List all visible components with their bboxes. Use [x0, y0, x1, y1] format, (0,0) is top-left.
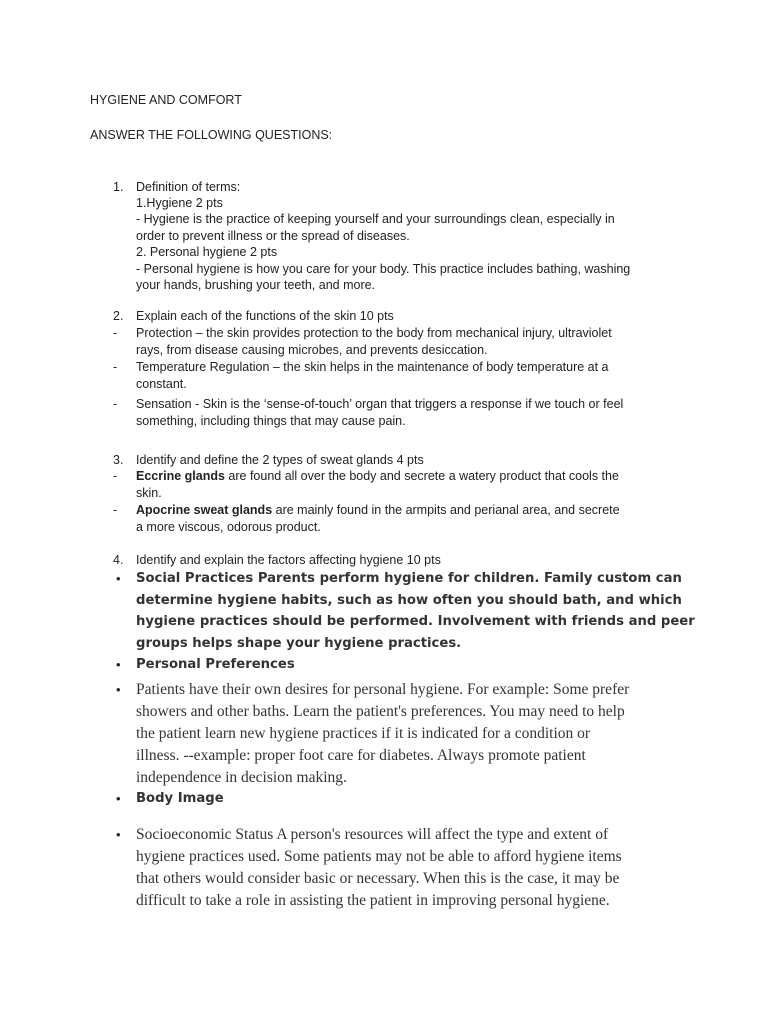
q3-heading: Identify and define the 2 types of sweat glands 4 pts: [136, 453, 424, 467]
q4-social-practices-l3: hygiene practices should be performed. Involvement with friends and peer: [136, 614, 695, 629]
q4-patients-l4: illness. --example: proper foot care for diabetes. Always promote patient: [136, 747, 586, 764]
q1-number: 1.: [113, 180, 124, 194]
q4-patients-l3: the patient learn new hygiene practices if it is indicated for a condition or: [136, 725, 591, 742]
bullet-icon: •: [116, 657, 121, 672]
q4-social-practices-l2: determine hygiene habits, such as how often you should bath, and which: [136, 592, 682, 608]
q2-item3-dash: -: [113, 397, 118, 411]
q2-item2-dash: -: [113, 360, 118, 374]
q3-item1-term: Eccrine glands: [136, 469, 225, 483]
instruction-text: ANSWER THE FOLLOWING QUESTIONS:: [90, 128, 333, 142]
q2-item3-cont: something, including things that may cause pain.: [136, 414, 406, 428]
q1-sub1-answer-cont: order to prevent illness or the spread of diseases.: [136, 229, 410, 243]
q4-personal-preferences: Personal Preferences: [136, 657, 295, 672]
q2-item2-cont: constant.: [136, 377, 187, 391]
q4-socioeconomic-l2: hygiene practices used. Some patients may not be able to afford hygiene items: [136, 848, 622, 865]
q2-item1-cont: rays, from disease causing microbes, and prevents desiccation.: [136, 343, 488, 357]
q3-item1-cont: skin.: [136, 486, 162, 500]
q4-heading: Identify and explain the factors affecting hygiene 10 pts: [136, 553, 441, 567]
q3-item1-definition: are found all over the body and secrete a watery product that cools the: [224, 469, 619, 483]
q2-item3: Sensation - Skin is the ‘sense-of-touch’ organ that triggers a response if we touch or feel: [136, 397, 624, 411]
q1-sub1-answer: - Hygiene is the practice of keeping yourself and your surroundings clean, especially in: [136, 212, 615, 226]
bullet-icon: •: [116, 571, 121, 586]
q4-patients-l5: independence in decision making.: [136, 769, 347, 786]
q3-item2-term: Apocrine sweat glands: [136, 503, 273, 517]
q4-number: 4.: [113, 553, 124, 567]
q4-patients-l2: showers and other baths. Learn the patient's preferences. You may need to help: [136, 703, 625, 720]
q3-item1-dash: -: [113, 469, 118, 483]
bullet-icon: •: [116, 827, 121, 842]
q2-item1: Protection – the skin provides protection to the body from mechanical injury, ultraviolet: [136, 326, 612, 340]
q3-item2: [136, 502, 620, 519]
q3-item2-definition: are mainly found in the armpits and perianal area, and secrete: [272, 503, 620, 517]
q3-item1: [136, 468, 619, 485]
q3-number: 3.: [113, 453, 124, 467]
q1-sub2-label: 2. Personal hygiene 2 pts: [136, 245, 278, 259]
bullet-icon: •: [116, 682, 121, 697]
q1-sub1-label: 1.Hygiene 2 pts: [136, 196, 223, 210]
q3-item2-dash: -: [113, 503, 118, 517]
q4-patients-l1: Patients have their own desires for personal hygiene. For example: Some prefer: [136, 681, 630, 698]
q4-social-practices-l4: groups helps shape your hygiene practices.: [136, 635, 462, 651]
page-title: HYGIENE AND COMFORT: [90, 93, 242, 107]
q4-socioeconomic-l3: that others would consider basic or necessary. When this is the case, it may be: [136, 870, 620, 887]
q1-sub2-answer: - Personal hygiene is how you care for your body. This practice includes bathing, washing: [136, 262, 631, 276]
q1-heading: Definition of terms:: [136, 180, 241, 194]
q2-number: 2.: [113, 309, 124, 323]
q1-sub2-answer-cont: your hands, brushing your teeth, and more.: [136, 278, 376, 292]
bullet-icon: •: [116, 791, 121, 806]
q4-body-image: Body Image: [136, 791, 224, 806]
q2-item1-dash: -: [113, 326, 118, 340]
q2-item2: Temperature Regulation – the skin helps in the maintenance of body temperature at a: [136, 360, 609, 374]
q4-social-practices-l1: Social Practices Parents perform hygiene for children. Family custom can: [136, 571, 682, 586]
q2-heading: Explain each of the functions of the skin 10 pts: [136, 309, 394, 323]
q4-socioeconomic-l4: difficult to take a role in assisting the patient in improving personal hygiene.: [136, 892, 610, 909]
q4-socioeconomic-l1: Socioeconomic Status A person's resources will affect the type and extent of: [136, 826, 609, 843]
q3-item2-cont: a more viscous, odorous product.: [136, 520, 321, 534]
